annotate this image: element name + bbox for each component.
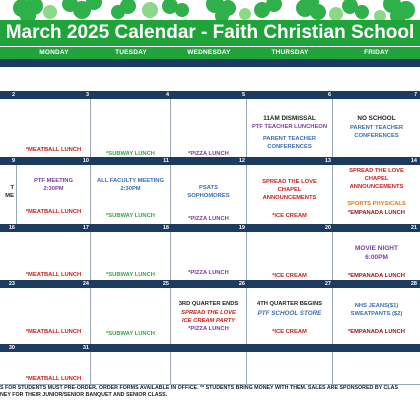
day-cell-mar-27 [247,288,333,344]
day-cell-mar-14 [333,165,420,224]
week-row-2 [0,157,420,224]
event-no-school: NO SCHOOL [357,115,396,122]
event-announcements: ANNOUNCEMENTS [262,195,317,201]
event-subway-lunch: *SUBWAY LUNCH [106,151,155,157]
date-bar [0,344,420,352]
date-number: 13 [324,158,331,164]
day-cell-mar-26 [171,288,247,344]
day-cell-mar-12 [171,165,247,224]
day-cell-empty [247,352,333,384]
date-bar [0,91,420,99]
date-number: 27 [324,281,331,287]
day-cell-mar-3 [17,99,91,157]
date-bar [0,224,420,232]
date-number: 12 [238,158,245,164]
date-number: 21 [410,225,417,231]
week-row-0 [0,59,420,91]
event-pizza-lunch: *PIZZA LUNCH [188,270,229,276]
date-number: 5 [241,92,245,98]
event-psats-sophomores: SOPHOMORES [187,193,230,199]
event-conferences-line1: PARENT TEACHER [349,125,404,131]
banner [0,0,420,48]
event-faculty-meeting: ALL FACULTY MEETING [97,178,164,184]
day-cell-empty [171,352,247,384]
date-number: 31 [82,345,89,351]
event-meatball-lunch: *MEATBALL LUNCH [25,272,82,278]
event-school-store: PTF SCHOOL STORE [257,310,322,317]
event-ice-cream: *ICE CREAM [272,329,307,335]
footer-line-2: NEY FOR THEIR JUNIOR/SENIOR BANQUET AND SENIOR CLASS. [0,392,168,398]
date-number: 30 [8,345,15,351]
header-wednesday: WEDNESDAY [187,49,231,56]
day-cell-mar-11 [91,165,171,224]
day-cell-mar-7 [333,99,420,157]
weekday-header-row [0,47,420,59]
day-cell-mar-31 [17,352,91,384]
date-bar [0,157,420,165]
date-number: 17 [82,225,89,231]
date-bar [0,280,420,288]
day-cell-mar-19 [171,232,247,280]
event-quarter-ends: 3RD QUARTER ENDS [178,301,239,307]
event-ice-cream: *ICE CREAM [272,273,307,279]
date-number: 4 [165,92,169,98]
day-cell-mar-17 [17,232,91,280]
event-pizza-lunch: *PIZZA LUNCH [188,151,229,157]
event-ptf-meeting-time: 2:30PM [43,186,64,192]
date-number: 2 [11,92,15,98]
date-number: 10 [82,158,89,164]
event-partial-text: T [10,185,14,191]
event-conferences-line1: PARENT TEACHER [262,136,317,142]
date-number: 26 [238,281,245,287]
date-number: 11 [163,158,169,164]
event-subway-lunch: *SUBWAY LUNCH [106,213,155,219]
event-meatball-lunch: *MEATBALL LUNCH [25,209,82,215]
header-monday: MONDAY [39,49,69,56]
event-movie-night: MOVIE NIGHT [355,245,398,252]
event-sweatpants: SWEATPANTS ($2) [350,311,403,317]
event-faculty-meeting-time: 2:30PM [120,186,141,192]
day-cell-mar-20 [247,232,333,280]
date-number: 25 [162,281,169,287]
event-spread-love: SPREAD THE LOVE [349,168,404,174]
week-row-4 [0,280,420,344]
event-ice-cream: *ICE CREAM [272,213,307,219]
date-number: 16 [8,225,15,231]
event-meatball-lunch: *MEATBALL LUNCH [25,376,82,382]
event-dismissal: 11AM DISMISSAL [263,115,316,122]
event-spread-love: SPREAD THE LOVE [262,179,317,185]
event-pizza-lunch: *PIZZA LUNCH [188,216,229,222]
date-number: 6 [327,92,331,98]
event-chapel: CHAPEL [277,187,302,193]
date-number: 3 [85,92,89,98]
date-number: 14 [410,158,417,164]
day-cell-empty [91,352,171,384]
header-tuesday: TUESDAY [115,49,147,56]
day-cell-mar-9 [0,165,17,224]
event-nhs-jeans: NHS JEANS($1) [354,303,399,309]
event-chapel: CHAPEL [364,176,389,182]
day-cell-mar-6 [247,99,333,157]
event-subway-lunch: *SUBWAY LUNCH [106,272,155,278]
day-cell-mar-24 [17,288,91,344]
event-teacher-luncheon: PTF TEACHER LUNCHEON [251,124,328,130]
date-number: 19 [238,225,245,231]
day-cell-mar-10 [17,165,91,224]
event-psats: PSATS [199,185,218,191]
event-announcements: ANNOUNCEMENTS [349,184,404,190]
event-empanada-lunch: *EMPANADA LUNCH [347,210,405,216]
day-cell-mar-25 [91,288,171,344]
header-thursday: THURSDAY [271,49,309,56]
footer-note [0,385,420,399]
week-row-1 [0,91,420,157]
event-quarter-begins: 4TH QUARTER BEGINS [256,301,323,307]
event-ice-cream-party: ICE CREAM PARTY [181,318,236,324]
week-row-5 [0,344,420,384]
day-cell-mar-5 [171,99,247,157]
page-title: March 2025 Calendar - Faith Christian School [0,20,420,46]
day-cell-mar-4 [91,99,171,157]
event-subway-lunch: *SUBWAY LUNCH [106,331,155,337]
day-cell-mar-18 [91,232,171,280]
day-cell-mar-21 [333,232,420,280]
event-empanada-lunch: *EMPANADA LUNCH [347,329,405,335]
date-number: 28 [410,281,417,287]
footer-line-1: S FOR STUDENTS MUST PRE-ORDER. ORDER FORMS AVAILABLE IN OFFICE. ** STUDENTS BRING MONEY WITH THEM. SALES ARE SPONSORED BY CLAS [0,385,398,391]
date-bar [0,59,420,67]
event-spread-love: SPREAD THE LOVE [181,310,236,316]
event-meatball-lunch: *MEATBALL LUNCH [25,329,82,335]
event-pizza-lunch: *PIZZA LUNCH [188,326,229,332]
date-number: 7 [413,92,417,98]
event-ptf-meeting: PTF MEETING [34,178,73,184]
event-partial-text: ME [5,193,14,199]
date-number: 23 [8,281,15,287]
date-number: 18 [162,225,169,231]
date-number: 9 [11,158,15,164]
date-number: 24 [82,281,89,287]
week-row-3 [0,224,420,280]
day-cell-mar-28 [333,288,420,344]
header-friday: FRIDAY [364,49,389,56]
event-conferences-line2: CONFERENCES [267,144,312,150]
day-cell-mar-13 [247,165,333,224]
event-meatball-lunch: *MEATBALL LUNCH [25,147,82,153]
event-empanada-lunch: *EMPANADA LUNCH [347,273,405,279]
event-movie-night-time: 6:00PM [365,254,388,261]
date-number: 20 [324,225,331,231]
event-conferences-line2: CONFERENCES [354,133,399,139]
event-sports-physicals: SPORTS PHYSICALS [347,201,406,207]
